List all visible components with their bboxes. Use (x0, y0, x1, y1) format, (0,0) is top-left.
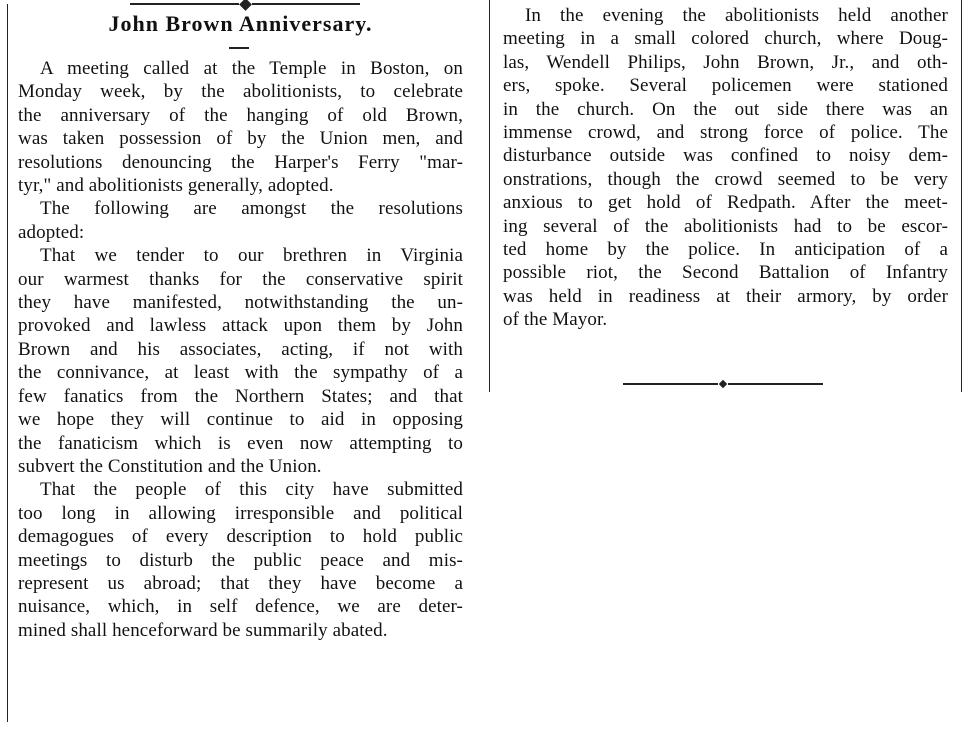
article-headline: John Brown Anniversary. (108, 11, 373, 36)
text-line: ers, spoke. Several policemen were stationed (503, 75, 948, 97)
text-line: That we tender to our brethren in Virginia (40, 245, 463, 267)
text-line: mined shall henceforward be summarily abated. (18, 619, 388, 641)
text-line: they have manifested, notwithstanding the un- (18, 292, 463, 314)
end-ornament (623, 380, 823, 388)
text-line: provoked and lawless attack upon them by John (18, 315, 463, 337)
text-line: onstrations, though the crowd seemed to be very (503, 168, 948, 190)
left-column (18, 10, 463, 38)
text-line: subvert the Constitution and the Union. (18, 455, 322, 477)
paragraph (18, 244, 463, 478)
text-line: represent us abroad; that they have become a (18, 572, 463, 594)
right-page-rule (961, 0, 962, 392)
text-line: A meeting called at the Temple in Boston, on (40, 58, 463, 79)
text-line: resolutions denouncing the Harper's Ferry "mar- (18, 151, 463, 173)
text-line: of the Mayor. (503, 309, 608, 331)
paragraph (503, 4, 948, 332)
text-line: las, Wendell Philips, John Brown, Jr., and oth- (503, 51, 948, 73)
text-line: ing several of the abolitionists had to be escor- (503, 215, 948, 237)
text-line: Monday week, by the abolitionists, to celebrate (18, 81, 463, 103)
text-line: in the church. On the out side there was an (503, 98, 948, 120)
text-line: possible riot, the Second Battalion of Infantry (503, 262, 948, 284)
text-line: immense crowd, and strong force of police. The (503, 122, 948, 144)
text-line: tyr," and abolitionists generally, adopted. (18, 175, 334, 197)
text-line: meetings to disturb the public peace and mis- (18, 549, 463, 571)
text-line: disturbance outside was confined to noisy dem- (503, 145, 948, 167)
text-line: few fanatics from the Northern States; and that (18, 385, 463, 407)
text-line: meeting in a small colored church, where Doug- (503, 28, 948, 50)
text-line: the fanaticism which is even now attempting to (18, 432, 463, 454)
text-line: The following are amongst the resolutions (40, 198, 463, 220)
text-line: nuisance, which, in self defence, we are deter- (18, 596, 463, 618)
paragraph (18, 57, 463, 197)
text-line: too long in allowing irresponsible and political (18, 502, 463, 524)
text-line: In the evening the abolitionists held another (525, 5, 948, 26)
paragraph (18, 197, 463, 244)
text-line: Brown and his associates, acting, if not with (18, 338, 463, 360)
text-line: our warmest thanks for the conservative spirit (18, 268, 463, 290)
text-line: was taken possession of by the Union men, and (18, 128, 463, 150)
text-line: ted home by the police. In anticipation of a (503, 239, 948, 261)
text-line: anxious to get hold of Redpath. After the meet- (503, 192, 948, 214)
text-line: the anniversary of the hanging of old Brown, (18, 104, 463, 126)
text-line: was held in readiness at their armory, by order (503, 285, 948, 307)
text-line: the connivance, at least with the sympathy of a (18, 362, 463, 384)
text-line: That the people of this city have submitted (40, 479, 463, 501)
text-line: demagogues of every description to hold public (18, 526, 463, 548)
top-ornament (130, 0, 360, 8)
left-page-rule (7, 4, 8, 722)
text-line: we hope they will continue to aid in opposing (18, 409, 463, 431)
column-divider (489, 0, 490, 392)
paragraph (18, 478, 463, 642)
text-line: adopted: (18, 221, 85, 243)
left-column-body (18, 57, 463, 642)
right-column-body (503, 4, 948, 332)
headline-dash (229, 47, 249, 49)
